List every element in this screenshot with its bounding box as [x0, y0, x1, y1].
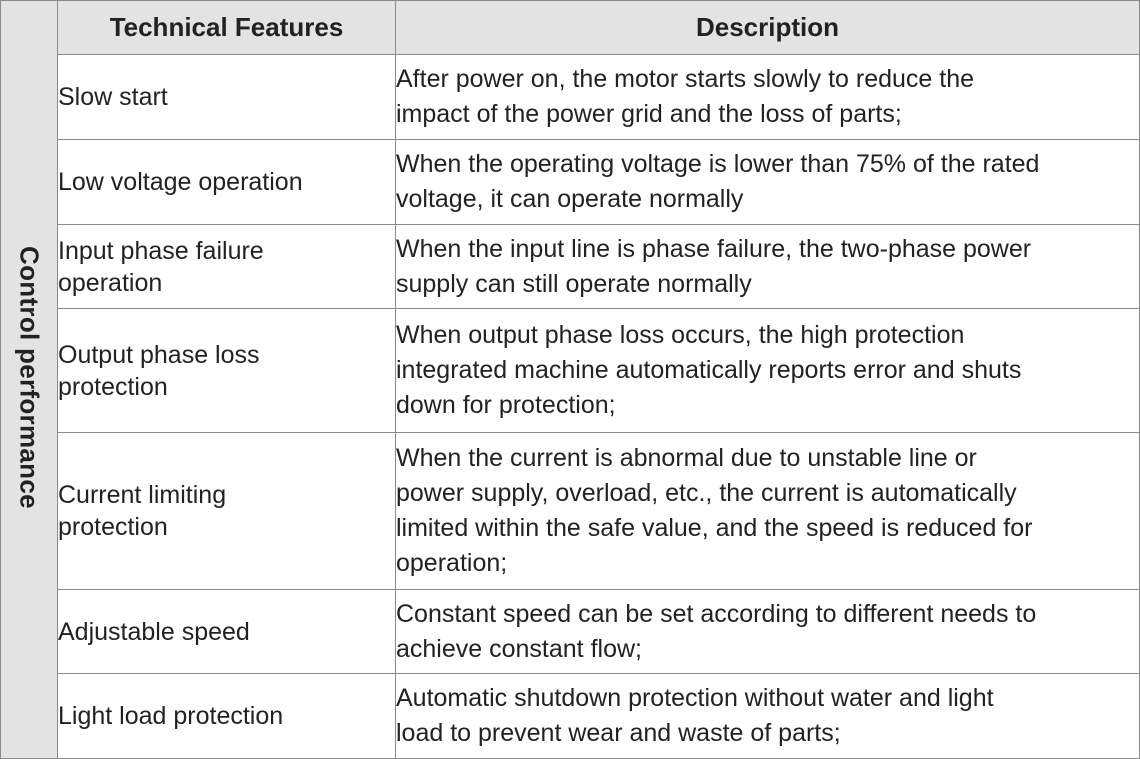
description-line: down for protection;: [396, 391, 616, 419]
header-row: [1, 1, 1140, 55]
table-row: [1, 674, 1140, 759]
feature-text: Output phase loss: [58, 340, 260, 369]
side-category-cell: [1, 1, 58, 759]
description-cell: [396, 140, 1140, 225]
description-line: operation;: [396, 549, 508, 577]
header-technical-features: Technical Features: [58, 1, 396, 55]
description-line: After power on, the motor starts slowly to reduce the: [396, 65, 975, 93]
feature-text: Low voltage operation: [58, 168, 303, 196]
description-line: Automatic shutdown protection without water and light: [396, 684, 994, 712]
feature-cell: [58, 590, 396, 674]
feature-text: Slow start: [58, 83, 168, 111]
description-line: When the current is abnormal due to unstable line or: [396, 444, 977, 472]
description-cell: [396, 55, 1140, 140]
description-line: limited within the safe value, and the speed is reduced for: [396, 514, 1033, 542]
feature-text: operation: [58, 268, 163, 297]
feature-text: Adjustable speed: [58, 617, 250, 646]
table-row: [1, 309, 1140, 433]
feature-text: protection: [58, 372, 168, 401]
description-line: When the operating voltage is lower than 75% of the rated: [396, 150, 1040, 178]
feature-cell: [58, 140, 396, 225]
description-line: integrated machine automatically reports error and shuts: [396, 356, 1022, 384]
feature-cell: [58, 55, 396, 140]
table-row: [1, 590, 1140, 674]
description-cell: [396, 674, 1140, 759]
feature-cell: [58, 309, 396, 433]
description-cell: [396, 590, 1140, 674]
description-cell: [396, 225, 1140, 309]
description-line: supply can still operate normally: [396, 269, 752, 298]
feature-text: Current limiting: [58, 481, 227, 509]
header-description: Description: [396, 1, 1140, 55]
table-row: [1, 225, 1140, 309]
feature-text: Light load protection: [58, 702, 284, 730]
description-line: load to prevent wear and waste of parts;: [396, 719, 841, 747]
feature-cell: [58, 433, 396, 590]
description-cell: [396, 433, 1140, 590]
description-line: voltage, it can operate normally: [396, 185, 744, 213]
description-line: When the input line is phase failure, the two-phase power: [396, 234, 1032, 263]
feature-cell: [58, 225, 396, 309]
table-row: [1, 140, 1140, 225]
description-line: impact of the power grid and the loss of parts;: [396, 100, 902, 128]
description-line: Constant speed can be set according to different needs to: [396, 599, 1037, 628]
description-line: achieve constant flow;: [396, 634, 642, 663]
feature-text: Input phase failure: [58, 236, 264, 265]
side-category-label: Control performance: [14, 245, 45, 509]
table-row: [1, 55, 1140, 140]
feature-cell: [58, 674, 396, 759]
description-line: When output phase loss occurs, the high protection: [396, 321, 965, 349]
description-cell: [396, 309, 1140, 433]
table-row: [1, 433, 1140, 590]
description-line: power supply, overload, etc., the current is automatically: [396, 479, 1017, 507]
feature-text: protection: [58, 513, 168, 541]
